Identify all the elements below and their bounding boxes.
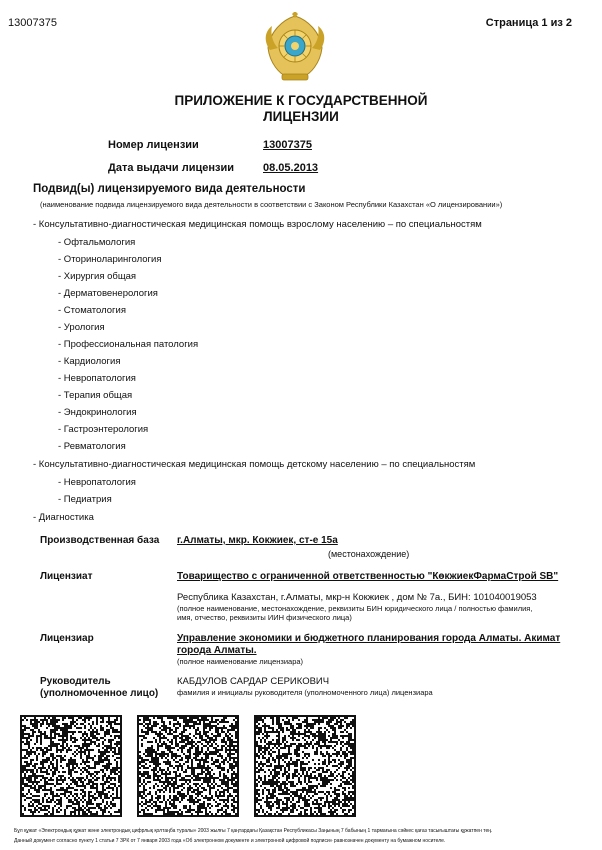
licensee-note-1: (полное наименование, местонахождение, реквизиты БИН юридического лица / полностью фамилия, [177, 604, 533, 613]
licensor-line-2: города Алматы. [177, 645, 257, 656]
category-diagnostics: - Диагностика [33, 512, 94, 523]
list-item: - Ревматология [58, 441, 126, 452]
list-item: - Невропатология [58, 373, 136, 384]
list-item: - Профессиональная патология [58, 339, 199, 350]
license-number-value: 13007375 [263, 139, 312, 151]
head-name: КАБДУЛОВ САРДАР СЕРИКОВИЧ [177, 676, 330, 687]
qr-code-icon [137, 715, 239, 817]
licensor-note: (полное наименование лицензиара) [177, 657, 304, 666]
licensee-details: Республика Казахстан, г.Алматы, мкр-н Кокжиек , дом № 7а., БИН: 101040019053 [177, 592, 537, 603]
list-item: - Урология [58, 322, 105, 333]
license-number-label: Номер лицензии [108, 139, 199, 151]
qr-code-icon [20, 715, 122, 817]
document-number: 13007375 [8, 17, 57, 29]
head-label-line-2: (уполномоченное лицо) [40, 688, 159, 699]
production-base-value: г.Алматы, мкр. Кокжиек, ст-е 15а [177, 535, 338, 546]
licensee-name: Товарищество с ограниченной ответственностью "КөкжиекФармаСтрой SB" [177, 571, 559, 582]
list-item: - Педиатрия [58, 494, 112, 505]
list-item: - Стоматология [58, 305, 126, 316]
licensor-line-1: Управление экономики и бюджетного планирования города Алматы. Акимат [177, 633, 561, 644]
license-date-label: Дата выдачи лицензии [108, 162, 234, 174]
head-label [40, 676, 158, 700]
qr-code-icon [254, 715, 356, 817]
title-line-2: ЛИЦЕНЗИИ [263, 109, 339, 124]
list-item: - Невропатология [58, 477, 136, 488]
footer-ru: Данный документ согласно пункту 1 статьи 7 ЗРК от 7 января 2003 года «Об электронном документе и электронной цифровой подписи» равнозначен документу на бумажном носителе. [14, 838, 446, 844]
page-title [0, 93, 602, 125]
licensee-note-2: имя, отчество, реквизиты ИИН физического лица) [177, 613, 352, 622]
list-item: - Эндокринология [58, 407, 137, 418]
subtypes-heading: Подвид(ы) лицензируемого вида деятельности [33, 183, 306, 195]
license-date-value: 08.05.2013 [263, 162, 319, 174]
list-item: - Офтальмология [58, 237, 136, 248]
licensee-label: Лицензиат [40, 571, 93, 582]
list-item: - Оториноларингология [58, 254, 162, 265]
category-adult: - Консультативно-диагностическая медицинская помощь взрослому населению – по специальностям [33, 219, 482, 230]
head-note: фамилия и инициалы руководителя (уполномоченного лица) лицензиара [177, 688, 433, 697]
list-item: - Кардиология [58, 356, 121, 367]
category-children: - Консультативно-диагностическая медицинская помощь детскому населению – по специальностям [33, 459, 476, 470]
subtypes-note: (наименование подвида лицензируемого вида деятельности в соответствии с Законом Республики Казахстан «О лицензировании») [40, 200, 503, 209]
state-emblem-icon [262, 12, 328, 84]
licensor-label: Лицензиар [40, 633, 94, 644]
production-base-label: Производственная база [40, 535, 160, 546]
list-item: - Терапия общая [58, 390, 133, 401]
head-label-line-1: Руководитель [40, 676, 111, 687]
page-indicator: Страница 1 из 2 [485, 17, 572, 29]
list-item: - Хирургия общая [58, 271, 137, 282]
list-item: - Гастроэнтерология [58, 424, 149, 435]
title-line-1: ПРИЛОЖЕНИЕ К ГОСУДАРСТВЕННОЙ [174, 93, 428, 108]
footer-kz: Бұл құжат «Электрондық құжат және электрондық цифрлық қолтаңба туралы» 2003 жылғы 7 қаңтардағы Қазақстан Республикасы Заңының 7 бабының 1 тармағына сәйкес қағаз тасығыштағы құжатпен тең. [14, 828, 493, 834]
list-item: - Дерматовенерология [58, 288, 158, 299]
production-base-note: (местонахождение) [328, 549, 410, 559]
